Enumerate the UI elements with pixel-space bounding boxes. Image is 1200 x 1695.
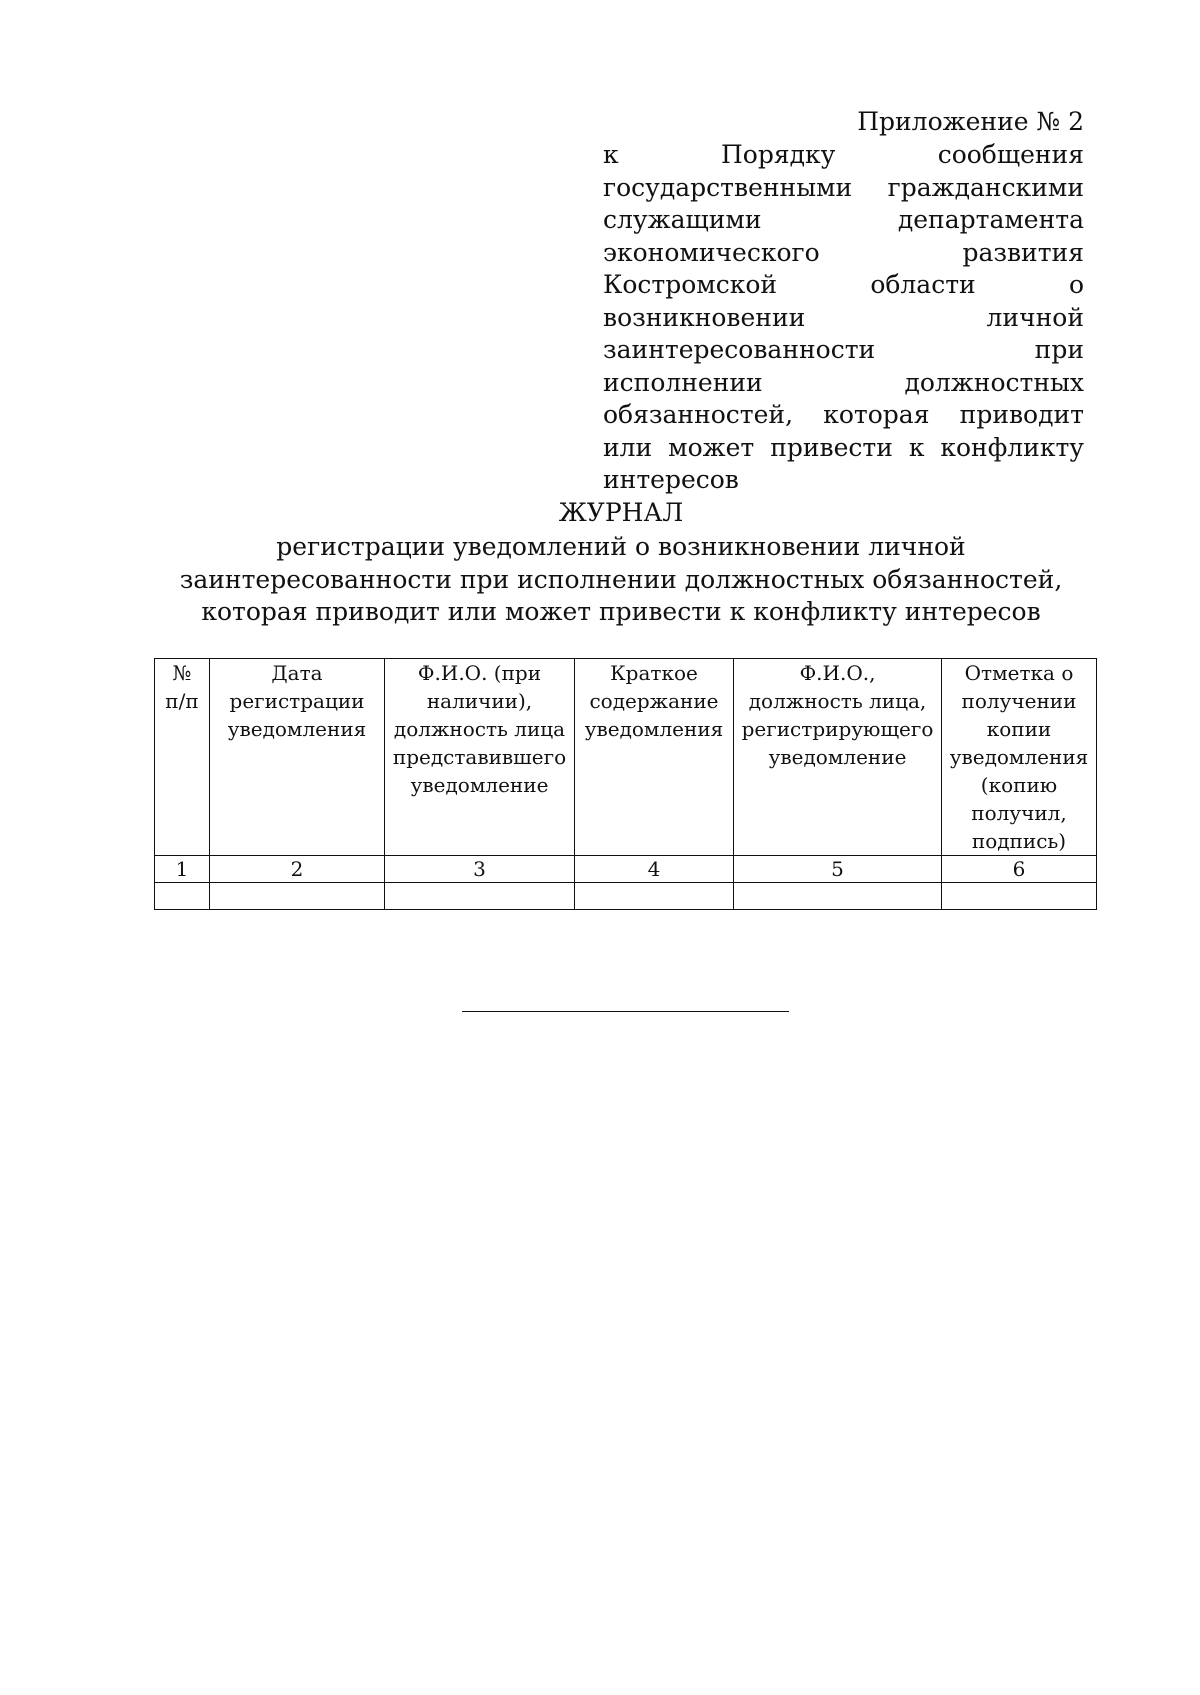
table-header-row [155, 659, 1097, 856]
column-number-cell: 1 [155, 856, 210, 883]
header-cell-submitter: Ф.И.О. (при наличии), должность лица представившего уведомление [385, 659, 575, 856]
closing-divider-line [462, 1011, 789, 1012]
table-column-numbers-row [155, 856, 1097, 883]
empty-cell [210, 883, 385, 910]
column-number-cell: 2 [210, 856, 385, 883]
header-cell-registration-date: Дата регистрации уведомления [210, 659, 385, 856]
registration-table [154, 658, 1097, 910]
journal-heading [150, 497, 1092, 629]
header-cell-number: № п/п [155, 659, 210, 856]
empty-cell [385, 883, 575, 910]
table-empty-row [155, 883, 1097, 910]
journal-title: ЖУРНАЛ [558, 498, 684, 527]
header-cell-registrar: Ф.И.О., должность лица, регистрирующего уведомление [734, 659, 942, 856]
journal-subtitle: регистрации уведомлений о возникновении личной заинтересованности при исполнении должностных обязанностей, которая приводит или может привести к конфликту интересов [179, 532, 1063, 626]
column-number-cell: 5 [734, 856, 942, 883]
appendix-text: к Порядку сообщения государственными гражданскими служащими департамента экономического развития Костромской области о возникновении личной заинтересованности при исполнении должностных обязанностей, которая приводит или может привести к конфликту интересов [603, 140, 1084, 494]
column-number-cell: 6 [942, 856, 1097, 883]
header-cell-copy-mark: Отметка о получении копии уведомления (копию получил, подпись) [942, 659, 1097, 856]
empty-cell [575, 883, 734, 910]
column-number-cell: 3 [385, 856, 575, 883]
empty-cell [942, 883, 1097, 910]
header-cell-summary: Краткое содержание уведомления [575, 659, 734, 856]
column-number-cell: 4 [575, 856, 734, 883]
appendix-block [603, 106, 1084, 497]
empty-cell [155, 883, 210, 910]
appendix-title: Приложение № 2 [857, 107, 1084, 136]
empty-cell [734, 883, 942, 910]
